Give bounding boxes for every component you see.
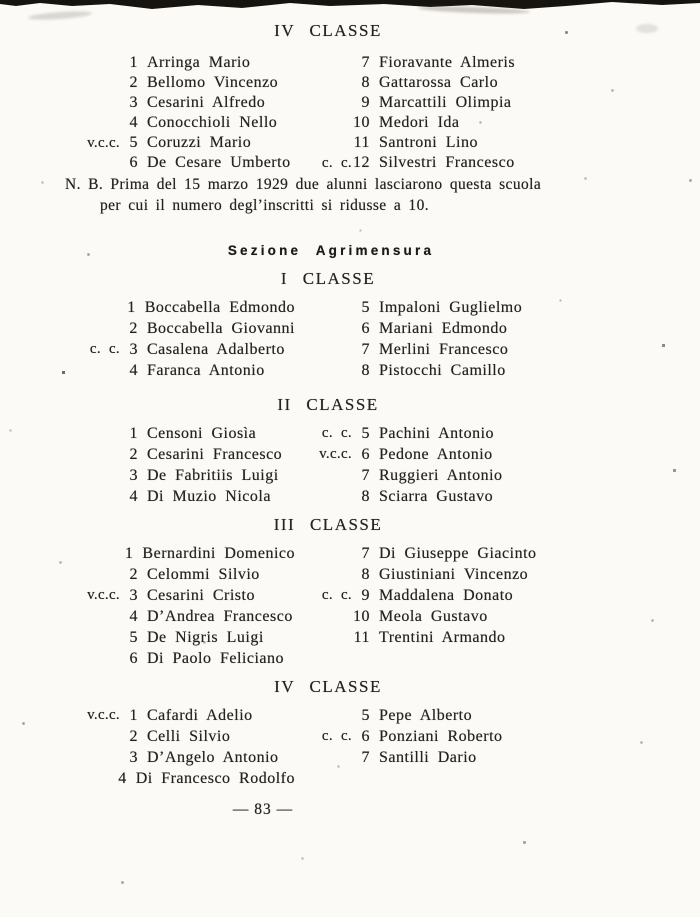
student-entry bbox=[295, 747, 477, 768]
student-entry bbox=[0, 297, 295, 318]
promotion-annotation bbox=[0, 73, 120, 93]
promotion-annotation bbox=[295, 73, 352, 93]
student-row bbox=[0, 627, 700, 648]
student-entry bbox=[0, 747, 295, 768]
student-entry bbox=[0, 564, 295, 585]
student-number: 10 bbox=[353, 114, 370, 131]
student-name: Santilli Dario bbox=[379, 749, 477, 766]
student-name: Sciarra Gustavo bbox=[379, 488, 494, 505]
student-number: 8 bbox=[361, 488, 370, 505]
promotion-annotation bbox=[0, 360, 120, 381]
student-list bbox=[0, 543, 700, 669]
promotion-annotation bbox=[0, 113, 120, 133]
promotion-annotation bbox=[295, 564, 352, 585]
student-entry bbox=[295, 53, 515, 73]
student-entry bbox=[0, 465, 295, 486]
student-number: 6 bbox=[129, 154, 138, 171]
student-entry bbox=[295, 444, 493, 465]
student-number: 6 bbox=[129, 650, 138, 667]
promotion-annotation bbox=[295, 606, 352, 627]
class-section-iv-agrimensura bbox=[0, 678, 700, 789]
student-name: Coruzzi Mario bbox=[147, 134, 252, 151]
student-name: D’Andrea Francesco bbox=[147, 608, 293, 625]
student-number: 8 bbox=[361, 74, 370, 91]
student-name: Trentini Armando bbox=[379, 629, 506, 646]
class-section-ii bbox=[0, 396, 700, 507]
student-row bbox=[0, 726, 700, 747]
promotion-annotation bbox=[0, 768, 110, 789]
promotion-annotation bbox=[0, 318, 120, 339]
student-list bbox=[0, 423, 700, 507]
student-entry bbox=[295, 585, 513, 606]
student-entry bbox=[0, 339, 295, 360]
student-number: 5 bbox=[129, 134, 138, 151]
student-row bbox=[0, 768, 700, 789]
student-entry bbox=[0, 726, 295, 747]
student-number: 7 bbox=[361, 749, 370, 766]
student-entry bbox=[0, 768, 295, 789]
student-name: Di Muzio Nicola bbox=[147, 488, 271, 505]
student-row bbox=[0, 73, 700, 93]
student-entry bbox=[295, 606, 488, 627]
student-name: Pedone Antonio bbox=[379, 446, 493, 463]
student-name: Boccabella Edmondo bbox=[144, 299, 295, 316]
student-row bbox=[0, 93, 700, 113]
promotion-annotation bbox=[0, 606, 120, 627]
promotion-annotation: c. c. bbox=[321, 425, 352, 441]
student-number: 4 bbox=[129, 114, 138, 131]
student-entry bbox=[0, 318, 295, 339]
student-name: Bellomo Vincenzo bbox=[147, 74, 279, 91]
student-name: Meola Gustavo bbox=[379, 608, 488, 625]
student-name: Marcattili Olimpia bbox=[379, 94, 512, 111]
student-entry bbox=[295, 93, 512, 113]
promotion-annotation bbox=[0, 423, 120, 444]
promotion-annotation bbox=[295, 543, 352, 564]
student-number: 4 bbox=[129, 608, 138, 625]
promotion-annotation bbox=[295, 93, 352, 113]
student-entry bbox=[0, 444, 295, 465]
student-number: 11 bbox=[353, 629, 370, 646]
student-row bbox=[0, 564, 700, 585]
student-row bbox=[0, 543, 700, 564]
promotion-annotation bbox=[0, 465, 120, 486]
student-name: Faranca Antonio bbox=[147, 362, 265, 379]
student-entry bbox=[0, 153, 295, 173]
student-number: 3 bbox=[129, 749, 138, 766]
student-row bbox=[0, 53, 700, 73]
student-row bbox=[0, 444, 700, 465]
student-name: Cesarini Francesco bbox=[147, 446, 283, 463]
student-name: Conocchioli Nello bbox=[147, 114, 278, 131]
student-number: 3 bbox=[129, 341, 138, 358]
class-section-i bbox=[0, 270, 700, 381]
promotion-annotation bbox=[0, 93, 120, 113]
student-name: Merlini Francesco bbox=[379, 341, 509, 358]
student-entry bbox=[0, 585, 295, 606]
student-number: 7 bbox=[361, 545, 370, 562]
student-name: De Cesare Umberto bbox=[147, 154, 291, 171]
student-name: Maddalena Donato bbox=[379, 587, 514, 604]
student-name: Di Paolo Feliciano bbox=[147, 650, 284, 667]
student-entry bbox=[295, 318, 507, 339]
student-entry bbox=[0, 360, 295, 381]
student-entry bbox=[295, 297, 522, 318]
student-number: 7 bbox=[361, 341, 370, 358]
student-number: 10 bbox=[353, 608, 370, 625]
student-name: De Fabritiis Luigi bbox=[147, 467, 279, 484]
student-name: Censoni Giosìa bbox=[147, 425, 257, 442]
student-number: 6 bbox=[361, 320, 370, 337]
student-number: 4 bbox=[129, 488, 138, 505]
student-entry bbox=[295, 627, 506, 648]
student-number: 5 bbox=[361, 299, 370, 316]
student-row bbox=[0, 153, 700, 173]
student-number: 1 bbox=[124, 545, 134, 562]
promotion-annotation bbox=[0, 648, 120, 669]
promotion-annotation bbox=[295, 465, 352, 486]
student-number: 1 bbox=[129, 707, 138, 724]
student-number: 3 bbox=[129, 587, 138, 604]
student-name: Fioravante Almeris bbox=[379, 54, 516, 71]
promotion-annotation bbox=[295, 297, 352, 318]
student-row bbox=[0, 423, 700, 444]
page-number: — 83 — bbox=[232, 801, 294, 818]
student-entry bbox=[0, 113, 295, 133]
promotion-annotation bbox=[0, 564, 120, 585]
student-entry bbox=[295, 153, 515, 173]
torn-paper-edge bbox=[0, 0, 700, 12]
promotion-annotation bbox=[295, 627, 352, 648]
student-number: 6 bbox=[361, 446, 370, 463]
promotion-annotation bbox=[295, 486, 352, 507]
class-heading: IV CLASSE bbox=[274, 21, 382, 40]
student-name: Cafardi Adelio bbox=[147, 707, 253, 724]
student-number: 4 bbox=[118, 770, 127, 787]
student-entry bbox=[0, 705, 295, 726]
student-row bbox=[0, 339, 700, 360]
student-name: Gattarossa Carlo bbox=[379, 74, 499, 91]
promotion-annotation: c. c. bbox=[89, 341, 120, 357]
student-number: 9 bbox=[361, 587, 370, 604]
student-entry bbox=[0, 486, 295, 507]
student-name: Pistocchi Camillo bbox=[379, 362, 506, 379]
promotion-annotation bbox=[0, 747, 120, 768]
student-entry bbox=[295, 726, 503, 747]
footnote bbox=[0, 175, 700, 216]
student-entry bbox=[0, 93, 295, 113]
student-row bbox=[0, 486, 700, 507]
class-heading: IV CLASSE bbox=[274, 677, 382, 696]
student-number: 2 bbox=[129, 320, 138, 337]
promotion-annotation: c. c. bbox=[321, 728, 352, 744]
student-list bbox=[0, 705, 700, 789]
student-row bbox=[0, 113, 700, 133]
student-row bbox=[0, 606, 700, 627]
student-row bbox=[0, 318, 700, 339]
student-name: Pepe Alberto bbox=[379, 707, 473, 724]
student-number: 2 bbox=[129, 566, 138, 583]
scan-smudge bbox=[28, 10, 92, 21]
student-row bbox=[0, 705, 700, 726]
promotion-annotation bbox=[0, 297, 118, 318]
student-number: 2 bbox=[129, 446, 138, 463]
class-section-iii bbox=[0, 516, 700, 669]
student-number: 2 bbox=[129, 728, 138, 745]
student-name: Celommi Silvio bbox=[147, 566, 260, 583]
student-number: 3 bbox=[129, 467, 138, 484]
student-number: 1 bbox=[129, 54, 138, 71]
student-number: 5 bbox=[361, 707, 370, 724]
promotion-annotation bbox=[295, 339, 352, 360]
student-list bbox=[0, 53, 700, 173]
student-number: 1 bbox=[127, 299, 136, 316]
student-number: 6 bbox=[361, 728, 370, 745]
student-name: Ruggieri Antonio bbox=[379, 467, 503, 484]
student-name: Santroni Lino bbox=[379, 134, 478, 151]
student-number: 5 bbox=[361, 425, 370, 442]
student-entry bbox=[295, 73, 498, 93]
promotion-annotation bbox=[0, 486, 120, 507]
student-name: Impaloni Guglielmo bbox=[379, 299, 523, 316]
promotion-annotation bbox=[0, 627, 120, 648]
student-number: 8 bbox=[361, 362, 370, 379]
student-entry bbox=[0, 73, 295, 93]
student-entry bbox=[295, 423, 494, 444]
promotion-annotation bbox=[295, 705, 352, 726]
student-name: Silvestri Francesco bbox=[379, 154, 515, 171]
footnote-line-1: N. B. Prima del 15 marzo 1929 due alunni lasciarono questa scuola bbox=[65, 176, 542, 193]
class-heading: II CLASSE bbox=[277, 395, 379, 414]
student-name: Arringa Mario bbox=[147, 54, 251, 71]
promotion-annotation bbox=[295, 133, 352, 153]
student-row bbox=[0, 465, 700, 486]
student-number: 5 bbox=[129, 629, 138, 646]
promotion-annotation bbox=[0, 726, 120, 747]
student-name: Medori Ida bbox=[379, 114, 460, 131]
promotion-annotation: v.c.c. bbox=[87, 707, 120, 723]
student-row bbox=[0, 747, 700, 768]
promotion-annotation: v.c.c. bbox=[87, 135, 120, 151]
promotion-annotation: v.c.c. bbox=[87, 587, 120, 603]
student-name: Casalena Adalberto bbox=[147, 341, 285, 358]
student-row bbox=[0, 133, 700, 153]
student-name: Bernardini Domenico bbox=[142, 545, 295, 562]
promotion-annotation bbox=[0, 53, 120, 73]
promotion-annotation bbox=[295, 113, 352, 133]
student-name: Giustiniani Vincenzo bbox=[379, 566, 529, 583]
student-number: 9 bbox=[361, 94, 370, 111]
promotion-annotation: c. c. bbox=[321, 155, 352, 171]
promotion-annotation bbox=[0, 543, 116, 564]
student-name: Di Giuseppe Giacinto bbox=[379, 545, 537, 562]
student-name: Boccabella Giovanni bbox=[146, 320, 295, 337]
promotion-annotation bbox=[295, 53, 352, 73]
student-name: Di Francesco Rodolfo bbox=[135, 770, 295, 787]
scan-speckles bbox=[0, 0, 1, 1]
promotion-annotation bbox=[295, 360, 352, 381]
class-heading: I CLASSE bbox=[280, 269, 376, 288]
section-title: Sezione Agrimensura bbox=[227, 243, 435, 258]
student-number: 12 bbox=[353, 154, 370, 171]
student-number: 2 bbox=[129, 74, 138, 91]
promotion-annotation bbox=[0, 153, 120, 173]
student-entry bbox=[0, 423, 295, 444]
promotion-annotation bbox=[0, 444, 120, 465]
student-entry bbox=[295, 339, 508, 360]
student-name: Pachini Antonio bbox=[379, 425, 495, 442]
student-number: 1 bbox=[129, 425, 138, 442]
student-row bbox=[0, 648, 700, 669]
student-name: Cesarini Cristo bbox=[147, 587, 255, 604]
student-number: 7 bbox=[361, 54, 370, 71]
student-entry bbox=[0, 53, 295, 73]
student-number: 11 bbox=[353, 134, 370, 151]
promotion-annotation bbox=[295, 747, 352, 768]
student-number: 7 bbox=[361, 467, 370, 484]
student-name: Cesarini Alfredo bbox=[147, 94, 266, 111]
student-name: Celli Silvio bbox=[147, 728, 231, 745]
student-entry bbox=[295, 705, 472, 726]
student-list bbox=[0, 297, 700, 381]
class-heading: III CLASSE bbox=[273, 515, 383, 534]
footnote-line-2: per cui il numero degl’inscritti si ridusse a 10. bbox=[100, 196, 429, 214]
student-entry bbox=[0, 606, 295, 627]
class-section-iv-upper bbox=[0, 22, 700, 173]
student-name: Mariani Edmondo bbox=[379, 320, 508, 337]
student-name: De Nigris Luigi bbox=[147, 629, 264, 646]
student-number: 4 bbox=[129, 362, 138, 379]
student-entry bbox=[0, 133, 295, 153]
student-entry bbox=[0, 543, 295, 564]
student-name: D’Angelo Antonio bbox=[147, 749, 279, 766]
student-entry bbox=[0, 648, 295, 669]
student-row bbox=[0, 585, 700, 606]
student-number: 8 bbox=[361, 566, 370, 583]
student-entry bbox=[295, 465, 503, 486]
student-number: 3 bbox=[129, 94, 138, 111]
student-entry bbox=[0, 627, 295, 648]
student-entry bbox=[295, 113, 460, 133]
promotion-annotation: c. c. bbox=[321, 587, 352, 603]
student-entry bbox=[295, 543, 537, 564]
promotion-annotation: v.c.c. bbox=[319, 446, 352, 462]
student-name: Ponziani Roberto bbox=[379, 728, 503, 745]
student-entry bbox=[295, 564, 528, 585]
student-row bbox=[0, 360, 700, 381]
promotion-annotation bbox=[295, 318, 352, 339]
student-entry bbox=[295, 486, 493, 507]
student-entry bbox=[295, 360, 506, 381]
student-row bbox=[0, 297, 700, 318]
student-entry bbox=[295, 133, 478, 153]
